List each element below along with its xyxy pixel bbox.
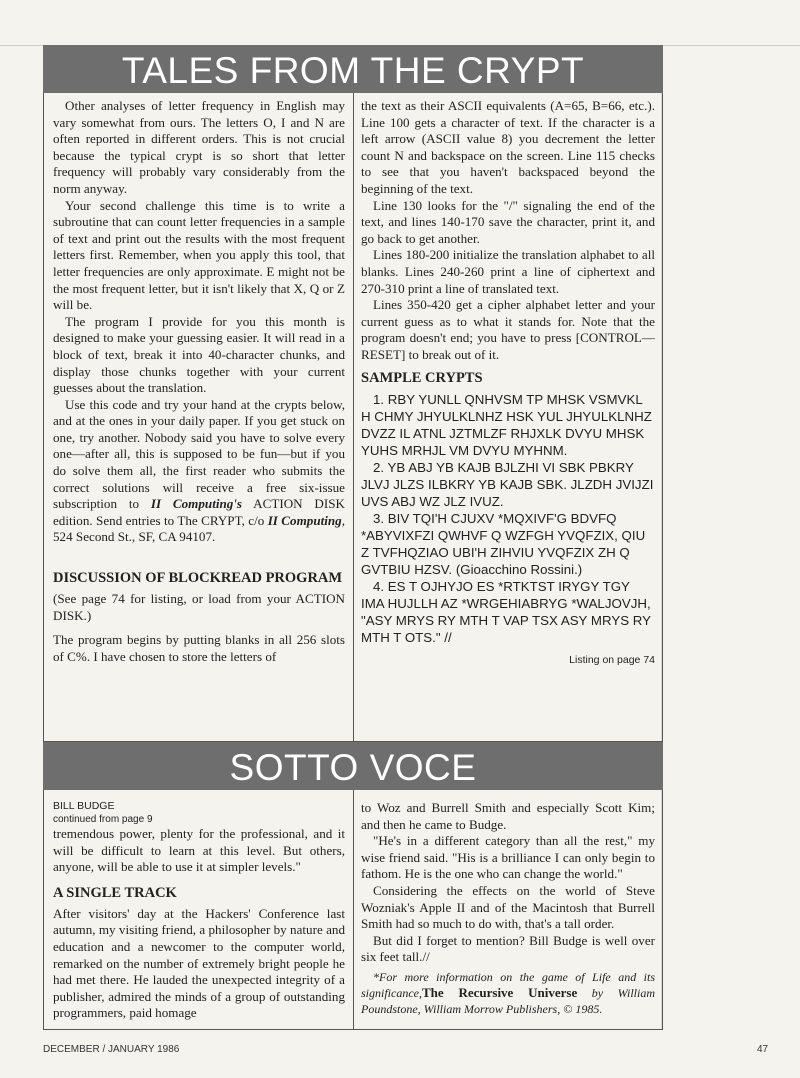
sotto-right-column [361,800,655,1017]
listing-reference: Listing on page 74 [569,653,655,666]
sotto-left-column [53,800,345,1022]
crypt-item: 2. YB ABJ YB KAJB BJLZHI VI SBK PBKRY JLVJ JLZS ILBKRY YB KAJB SBK. JLZDH JVIJZI UVS ABJ WZ JLZ IVUZ. [361,459,654,509]
paragraph: Use this code and try your hand at the crypts below, and at the ones in your daily paper. If you get stuck on one, try another. Nobody said you have to solve every one—after all, this is supposed to be fun—but if you do solve them all, the first reader who submits the correct solutions will receive a free six-issue subscription to II Computing's ACTION DISK edition. Send entries to The CRYPT, c/o II Computing, 524 Second St., SF, CA 94107. [53,396,345,545]
crypt-item: 1. RBY YUNLL QNHVSM TP MHSK VSMVKL H CHMY JHYULKLNHZ HSK YUL JHYULKLNHZ DVZZ IL ATNL JZTMLZF RHJXLK DVYU MHSK YUHS MRHJL VM DVYU MYHNM. [361,391,652,458]
paragraph: Lines 180-200 initialize the translation alphabet to all blanks. Lines 240-260 print a line of ciphertext and 270-310 print a line of translated text. [361,247,655,296]
footnote: *For more information on the game of Life and its significance,The Recursive Universe by William Poundstone, William Morrow Publishers, © 1985. [361,969,655,1016]
crypt-item: 4. ES T OJHYJO ES *RTKTST IRYGY TGY IMA HUJLLH AZ *WRGEHIABRYG *WALJOVJH, "ASY MRYS RY MTH T VAP TSX ASY MRYS RY MTH T OTS." // [361,578,651,645]
continued-note: continued from page 9 [53,814,153,825]
tales-divider [353,93,354,742]
paragraph: Considering the effects on the world of Steve Wozniak's Apple II and of the Macintosh that Burrell Smith had so much to do with, that's a tall order. [361,882,655,932]
paragraph: Line 130 looks for the "/" signaling the end of the text, and lines 140-170 save the character, print it, and go back to get another. [361,197,655,246]
page-number: 47 [757,1044,769,1055]
section-banner-tales: TALES FROM THE CRYPT [43,45,663,93]
paragraph: Your second challenge this time is to write a subroutine that can count letter frequencies in a sample of text and print out the results with the most frequent letters first. Remember, when you apply this tool, that letter frequencies are only approximate. E might not be the most frequent letter, but it isn't likely that X, Q or Z will be. [53,197,345,313]
bleed-through-column [661,45,800,745]
paragraph: Other analyses of letter frequency in English may vary somewhat from ours. The letters O, I and N are often reported in different orders. This is not crucial because the typical crypt is so short that letter frequency will probably vary considerably from the norm anyway. [53,98,345,196]
bleed-through-column-lower [661,790,800,1030]
paragraph: "He's in a different category than all the rest," my wise friend said. "His is a brilliance I can only begin to fathom. He is the one who can change the world." [361,833,655,882]
section-banner-sotto-voce: SOTTO VOCE [43,742,663,790]
subheading-blockread: DISCUSSION OF BLOCKREAD PROGRAM [53,570,343,587]
tales-right-column [361,98,655,668]
subheading-sample-crypts: SAMPLE CRYPTS [361,369,483,386]
footer-issue-date: DECEMBER / JANUARY 1986 [43,1044,180,1055]
paragraph: the text as their ASCII equivalents (A=65, B=66, etc.). Line 100 gets a character of text. If the character is a left arrow (ASCII value 8) you decrement the letter count N and backspace on the screen. Line 115 checks to see that you haven't backspaced beyond the beginning of the text. [361,98,655,196]
byline: BILL BUDGE [53,800,115,812]
crypt-item: 3. BIV TQI'H CJUXV *MQXIVF'G BDVFQ *ABYVIXFZI QWHVF Q WZFGH YVQFZIX, QIU Z TVFHQZIAO UBI'H ZIHVIU YVQFZIX ZH Q GVTBIU HZSV. (Gioacchino Rossini.) [361,510,646,577]
paragraph: The program I provide for you this month is designed to make your guessing easier. It will read in a block of text, break it into 40-character chunks, and display those chunks together with your current guesses about the translation. [53,313,345,396]
paragraph: After visitors' day at the Hackers' Conference last autumn, my visiting friend, a philosopher by nature and education and a newcomer to the computer world, remarked on the number of extremely bright people he had met there. He lauded the unexpected integrity of a publisher, admired the minds of a group of outstanding programmers, paid homage [53,905,345,1021]
subheading-single-track: A SINGLE TRACK [53,884,177,901]
paragraph: (See page 74 for listing, or load from your ACTION DISK.) [53,591,345,623]
paragraph: But did I forget to mention? Bill Budge is well over six feet tall.// [361,932,655,965]
paragraph: The program begins by putting blanks in all 256 slots of C%. I have chosen to store the letters of [53,632,345,664]
tales-left-column [53,98,345,665]
paragraph: to Woz and Burrell Smith and especially Scott Kim; and then he came to Budge. [361,800,655,832]
paragraph: tremendous power, plenty for the professional, and it will be difficult to learn at this level. But others, anyone, will be able to use it at simpler levels." [53,826,345,875]
sotto-divider [353,790,354,1030]
paragraph: Lines 350-420 get a cipher alphabet letter and your current guess as to what it stands for. Note that the program doesn't end; you have to press [CONTROL—RESET] to break out of it. [361,297,655,362]
